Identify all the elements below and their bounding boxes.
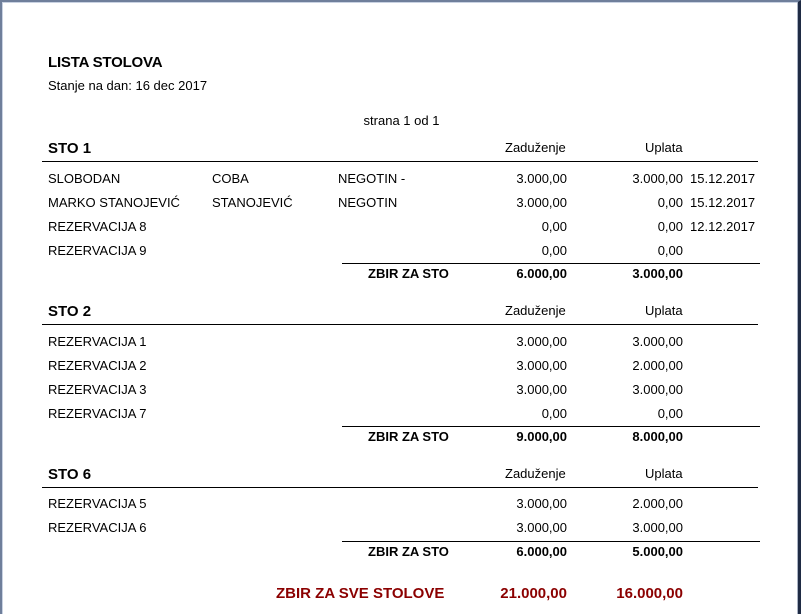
row-paid: 0,00 xyxy=(657,219,683,234)
subtotal-paid: 8.000,00 xyxy=(632,429,683,444)
section-title: STO 1 xyxy=(48,140,92,157)
col-header-debt: Zaduženje xyxy=(505,140,566,155)
row-paid: 3.000,00 xyxy=(632,171,683,186)
date-label: Stanje na dan: xyxy=(48,78,132,93)
date-value: 16 dec 2017 xyxy=(135,78,208,93)
header-rule xyxy=(42,324,758,325)
table-row xyxy=(0,520,801,540)
subtotal-label: ZBIR ZA STO xyxy=(368,544,449,559)
row-name: SLOBODAN xyxy=(48,171,121,186)
page-info-text: strana 1 od 1 xyxy=(363,113,440,128)
col-header-debt: Zaduženje xyxy=(505,466,566,481)
col-header-debt: Zaduženje xyxy=(505,303,566,318)
row-date: 15.12.2017 xyxy=(690,171,756,186)
subtotal-debt: 6.000,00 xyxy=(516,266,567,281)
header-rule xyxy=(42,487,758,488)
window-edge xyxy=(797,2,798,614)
page-info xyxy=(0,113,801,128)
row-name: REZERVACIJA 2 xyxy=(48,358,147,373)
subtotal-paid: 5.000,00 xyxy=(632,544,683,559)
subtotal-rule xyxy=(342,426,760,427)
row-paid: 2.000,00 xyxy=(632,496,683,511)
table-row xyxy=(0,243,801,263)
col-header-paid: Uplata xyxy=(645,140,683,155)
row-date: 12.12.2017 xyxy=(690,219,756,234)
subtotal-label: ZBIR ZA STO xyxy=(368,266,449,281)
table-row xyxy=(0,195,801,215)
row-debt: 3.000,00 xyxy=(516,358,567,373)
row-name: REZERVACIJA 1 xyxy=(48,334,147,349)
row-debt: 3.000,00 xyxy=(516,171,567,186)
header-rule xyxy=(42,161,758,162)
row-paid: 3.000,00 xyxy=(632,334,683,349)
row-paid: 0,00 xyxy=(657,406,683,421)
table-row xyxy=(0,496,801,516)
row-name: REZERVACIJA 3 xyxy=(48,382,147,397)
row-paid: 2.000,00 xyxy=(632,358,683,373)
report-date xyxy=(48,78,207,93)
section-title: STO 6 xyxy=(48,466,92,483)
row-paid: 0,00 xyxy=(657,195,683,210)
subtotal-paid: 3.000,00 xyxy=(632,266,683,281)
row-paid: 3.000,00 xyxy=(632,382,683,397)
grand-total-debt: 21.000,00 xyxy=(500,585,567,602)
col-header-paid: Uplata xyxy=(645,303,683,318)
row-debt: 0,00 xyxy=(541,406,567,421)
grand-total-paid: 16.000,00 xyxy=(616,585,683,602)
table-row xyxy=(0,334,801,354)
row-name: REZERVACIJA 8 xyxy=(48,219,147,234)
subtotal-debt: 9.000,00 xyxy=(516,429,567,444)
row-name: REZERVACIJA 5 xyxy=(48,496,147,511)
subtotal-debt: 6.000,00 xyxy=(516,544,567,559)
row-date: 15.12.2017 xyxy=(690,195,756,210)
table-row xyxy=(0,219,801,239)
row-name: REZERVACIJA 6 xyxy=(48,520,147,535)
row-debt: 3.000,00 xyxy=(516,520,567,535)
row-paid: 3.000,00 xyxy=(632,520,683,535)
row-paid: 0,00 xyxy=(657,243,683,258)
row-col3: NEGOTIN xyxy=(338,195,398,210)
subtotal-rule xyxy=(342,541,760,542)
subtotal-label: ZBIR ZA STO xyxy=(368,429,449,444)
grand-total-label: ZBIR ZA SVE STOLOVE xyxy=(276,585,445,602)
table-row xyxy=(0,171,801,191)
report-title: LISTA STOLOVA xyxy=(48,54,163,71)
row-debt: 0,00 xyxy=(541,243,567,258)
row-col2: COBA xyxy=(212,171,249,186)
row-debt: 0,00 xyxy=(541,219,567,234)
subtotal-rule xyxy=(342,263,760,264)
col-header-paid: Uplata xyxy=(645,466,683,481)
row-name: REZERVACIJA 7 xyxy=(48,406,147,421)
table-row xyxy=(0,382,801,402)
section-title: STO 2 xyxy=(48,303,92,320)
row-col2: STANOJEVIĆ xyxy=(212,195,293,210)
row-name: MARKO STANOJEVIĆ xyxy=(48,195,180,210)
row-debt: 3.000,00 xyxy=(516,195,567,210)
row-debt: 3.000,00 xyxy=(516,496,567,511)
row-debt: 3.000,00 xyxy=(516,382,567,397)
row-col3: NEGOTIN - xyxy=(338,171,406,186)
row-name: REZERVACIJA 9 xyxy=(48,243,147,258)
table-row xyxy=(0,406,801,426)
table-row xyxy=(0,358,801,378)
row-debt: 3.000,00 xyxy=(516,334,567,349)
